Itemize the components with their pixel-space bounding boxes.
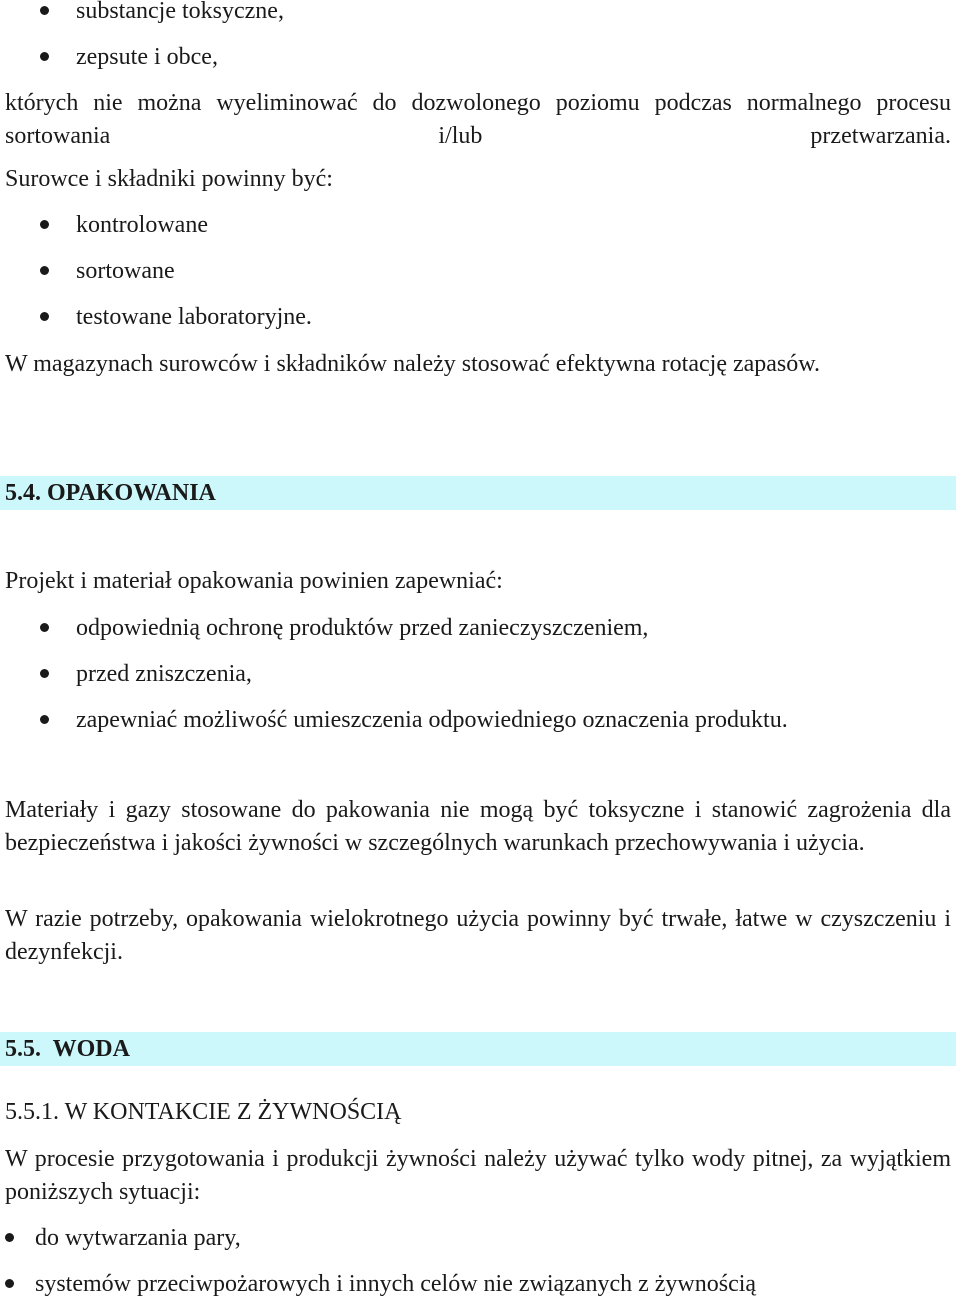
- list-item-text: do wytwarzania pary,: [35, 1225, 241, 1251]
- section-heading-packaging: 5.4. OPAKOWANIA: [5, 480, 216, 506]
- packaging-reuse-paragraph: W razie potrzeby, opakowania wielokrotnego użycia powinny być trwałe, łatwe w czyszczeniu i dezynfekcji.: [5, 906, 951, 965]
- list-item: [0, 1268, 756, 1314]
- list-item: [0, 612, 788, 658]
- list-item: [0, 209, 312, 255]
- bullet-icon: [40, 220, 49, 229]
- bullet-icon: [5, 1233, 14, 1242]
- list-item: [0, 1222, 756, 1268]
- bullet-icon: [40, 312, 49, 321]
- packaging-lead: Projekt i materiał opakowania powinien zapewniać:: [5, 568, 503, 594]
- list-item-text: kontrolowane: [76, 212, 208, 238]
- raw-materials-bullet-list: [0, 209, 312, 347]
- list-item-text: odpowiednią ochronę produktów przed zanieczyszczeniem,: [76, 615, 649, 641]
- intro-paragraph: [5, 87, 951, 153]
- bullet-icon: [5, 1279, 14, 1288]
- section-heading-bar: [0, 1032, 956, 1066]
- water-paragraph: W procesie przygotowania i produkcji żywności należy używać tylko wody pitnej, za wyjątkiem poniższych sytuacji:: [5, 1146, 951, 1205]
- bullet-icon: [40, 52, 49, 61]
- list-item-text: przed zniszczenia,: [76, 661, 252, 687]
- bullet-icon: [40, 715, 49, 724]
- list-item: [0, 0, 284, 41]
- list-item: [0, 301, 312, 347]
- section-heading-water: 5.5. WODA: [5, 1036, 130, 1062]
- bullet-icon: [40, 669, 49, 678]
- raw-materials-lead: Surowce i składniki powinny być:: [5, 166, 333, 192]
- list-item-text: zepsute i obce,: [76, 44, 218, 70]
- subsection-heading-food-contact: 5.5.1. W KONTAKCIE Z ŻYWNOŚCIĄ: [5, 1099, 402, 1125]
- section-heading-bar: [0, 476, 956, 510]
- list-item-text: substancje toksyczne,: [76, 0, 284, 24]
- list-item-text: testowane laboratoryjne.: [76, 304, 312, 330]
- storage-paragraph: W magazynach surowców i składników należy stosować efektywna rotację zapasów.: [5, 351, 821, 377]
- packaging-materials-paragraph: Materiały i gazy stosowane do pakowania nie mogą być toksyczne i stanowić zagrożenia dla bezpieczeństwa i jakości żywności w szczególnych warunkach przechowywania i użycia.: [5, 797, 951, 856]
- list-item: [0, 255, 312, 301]
- list-item-text: zapewniać możliwość umieszczenia odpowiedniego oznaczenia produktu.: [76, 707, 788, 733]
- list-item-text: systemów przeciwpożarowych i innych celów nie związanych z żywnością: [35, 1271, 757, 1297]
- bullet-icon: [40, 623, 49, 632]
- list-item: [0, 41, 284, 87]
- packaging-bullet-list: [0, 612, 788, 750]
- bullet-icon: [40, 266, 49, 275]
- intro-paragraph-text: których nie można wyeliminować do dozwolonego poziomu podczas normalnego procesu sortowania i/lub przetwarzania.: [5, 90, 951, 149]
- intro-bullet-list: [0, 0, 284, 87]
- list-item-text: sortowane: [76, 258, 175, 284]
- water-exceptions-bullet-list: [0, 1222, 756, 1314]
- list-item: [0, 704, 788, 750]
- bullet-icon: [40, 6, 49, 15]
- list-item: [0, 658, 788, 704]
